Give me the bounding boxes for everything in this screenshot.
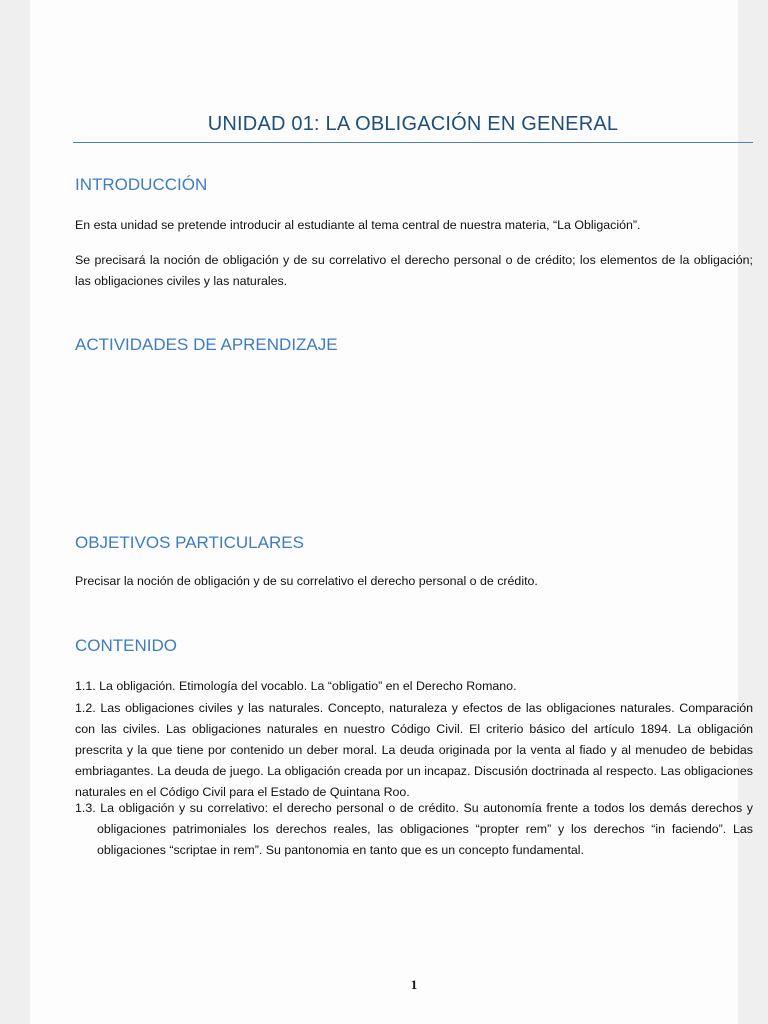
intro-paragraph-1: En esta unidad se pretende introducir al estudiante al tema central de nuestra materia, “La Obligación”.	[75, 218, 641, 232]
intro-paragraph-2: Se precisará la noción de obligación y de su correlativo el derecho personal o de crédito; los elementos de la obligación; las obligaciones civiles y las naturales.	[75, 253, 753, 288]
heading-objetivos: OBJETIVOS PARTICULARES	[75, 533, 304, 552]
page-content	[73, 0, 753, 1024]
heading-actividades: ACTIVIDADES DE APRENDIZAJE	[75, 335, 338, 354]
title-underline	[73, 142, 753, 143]
document-title: UNIDAD 01: LA OBLIGACIÓN EN GENERAL	[207, 113, 619, 135]
contenido-item-1-2: 1.2. Las obligaciones civiles y las naturales. Concepto, naturaleza y efectos de las obligaciones naturales. Comparación con las civiles. Las obligaciones naturales en nuestro Código Civil. El criterio básico del artículo 1894. La obligación prescrita y la que tiene por contenido un deber moral. La deuda originada por la venta al fiado y al menudeo de bebidas embriagantes. La deuda de juego. La obligación creada por un incapaz. Discusión doctrinada al respecto. Las obligaciones naturales en el Código Civil para el Estado de Quintana Roo.	[75, 701, 753, 799]
page-number: 1	[410, 977, 418, 992]
heading-introduccion: INTRODUCCIÓN	[75, 175, 208, 194]
contenido-item-1-3: 1.3. La obligación y su correlativo: el derecho personal o de crédito. Su autonomía frente a todos los demás derechos y obligaciones patrimoniales los derechos reales, las obligaciones “propter rem” y los derechos “in faciendo”. Las obligaciones “scriptae in rem”. Su pantonomia en tanto que es un concepto fundamental.	[75, 801, 753, 857]
contenido-item-1-1: 1.1. La obligación. Etimología del vocablo. La “obligatio” en el Derecho Romano.	[75, 679, 517, 693]
objetivos-paragraph-1: Precisar la noción de obligación y de su correlativo el derecho personal o de crédito.	[75, 574, 538, 588]
heading-contenido: CONTENIDO	[75, 636, 177, 655]
